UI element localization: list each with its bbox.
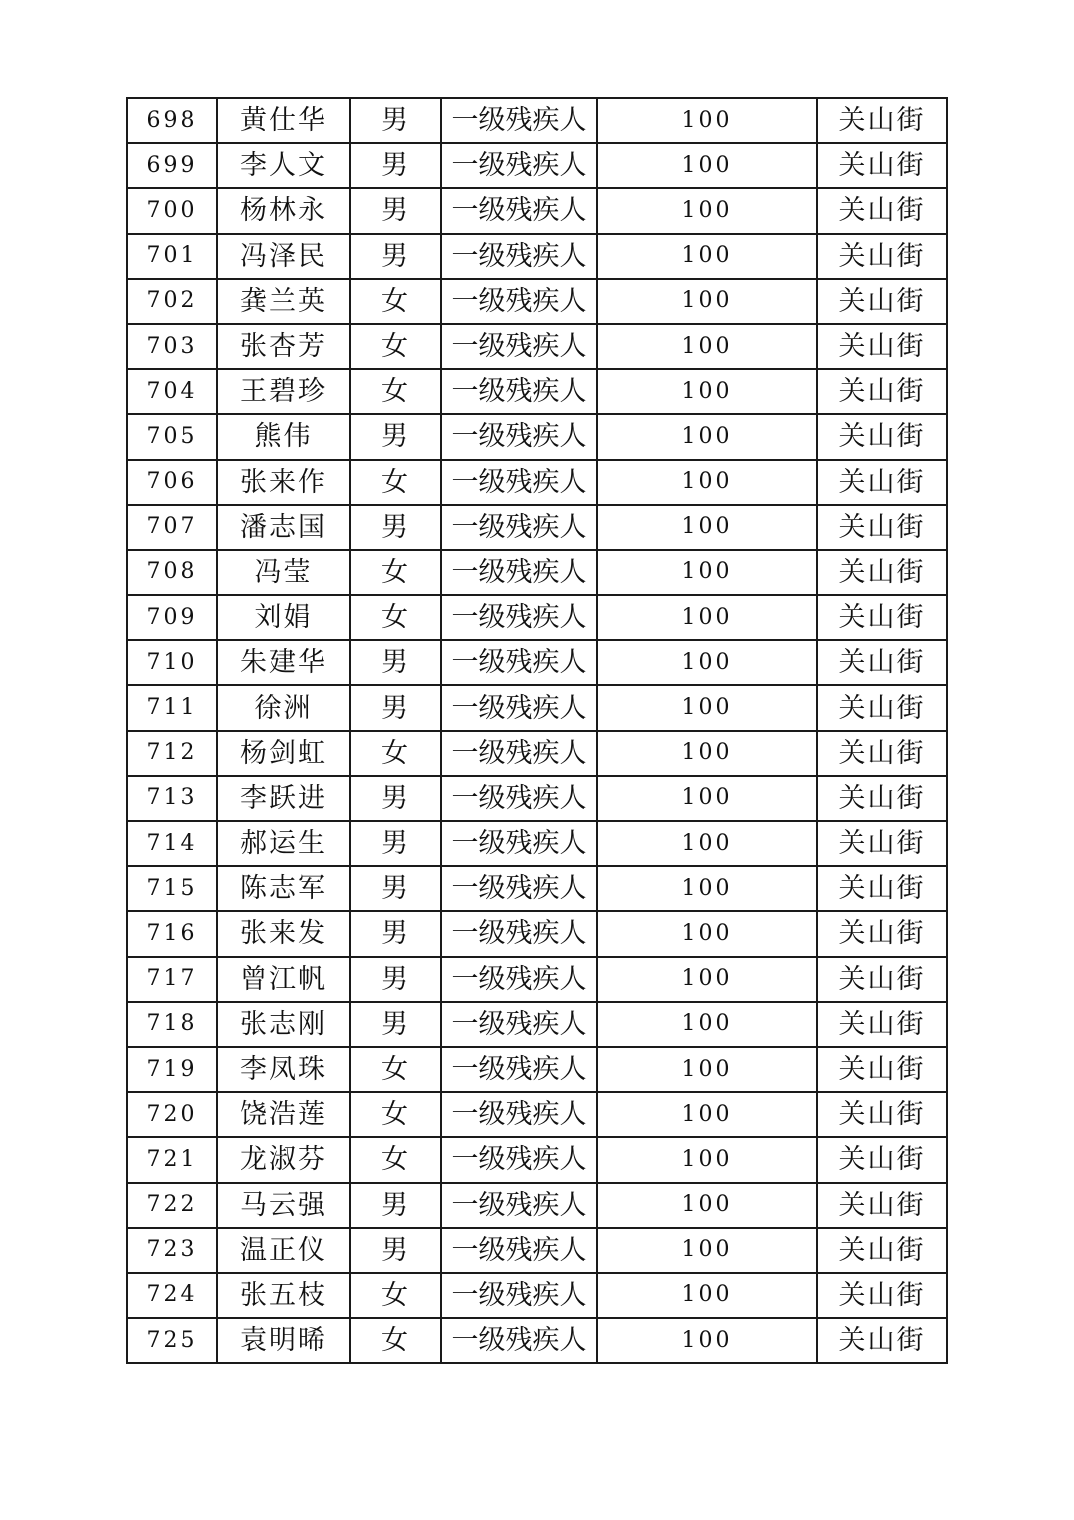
category-cell: 一级残疾人 [441, 143, 597, 188]
name-cell: 李人文 [217, 143, 350, 188]
gender-cell: 男 [350, 188, 441, 233]
row-number-cell: 698 [127, 98, 217, 143]
category-cell: 一级残疾人 [441, 414, 597, 459]
amount-cell: 100 [597, 1273, 817, 1318]
gender-cell: 女 [350, 1047, 441, 1092]
row-number-cell: 724 [127, 1273, 217, 1318]
table-row [127, 369, 947, 414]
row-number-cell: 720 [127, 1092, 217, 1137]
table-row [127, 1183, 947, 1228]
table-row [127, 188, 947, 233]
gender-cell: 男 [350, 505, 441, 550]
category-cell: 一级残疾人 [441, 1228, 597, 1273]
amount-cell: 100 [597, 460, 817, 505]
table-row [127, 685, 947, 730]
amount-cell: 100 [597, 1318, 817, 1363]
table-row [127, 324, 947, 369]
street-cell: 关山街 [817, 1318, 947, 1363]
row-number-cell: 718 [127, 1002, 217, 1047]
amount-cell: 100 [597, 324, 817, 369]
gender-cell: 女 [350, 460, 441, 505]
table-row [127, 1092, 947, 1137]
gender-cell: 女 [350, 731, 441, 776]
name-cell: 李跃进 [217, 776, 350, 821]
street-cell: 关山街 [817, 1273, 947, 1318]
name-cell: 张来作 [217, 460, 350, 505]
table-row [127, 957, 947, 1002]
row-number-cell: 699 [127, 143, 217, 188]
name-cell: 杨剑虹 [217, 731, 350, 776]
street-cell: 关山街 [817, 866, 947, 911]
category-cell: 一级残疾人 [441, 776, 597, 821]
gender-cell: 女 [350, 1273, 441, 1318]
category-cell: 一级残疾人 [441, 731, 597, 776]
name-cell: 朱建华 [217, 640, 350, 685]
row-number-cell: 711 [127, 685, 217, 730]
amount-cell: 100 [597, 911, 817, 956]
category-cell: 一级残疾人 [441, 1092, 597, 1137]
gender-cell: 男 [350, 957, 441, 1002]
table-row [127, 505, 947, 550]
street-cell: 关山街 [817, 776, 947, 821]
table-row [127, 640, 947, 685]
row-number-cell: 709 [127, 595, 217, 640]
street-cell: 关山街 [817, 324, 947, 369]
street-cell: 关山街 [817, 279, 947, 324]
table-row [127, 731, 947, 776]
name-cell: 张杏芳 [217, 324, 350, 369]
table-row [127, 911, 947, 956]
street-cell: 关山街 [817, 640, 947, 685]
gender-cell: 女 [350, 1137, 441, 1182]
street-cell: 关山街 [817, 550, 947, 595]
table-row [127, 460, 947, 505]
name-cell: 龚兰英 [217, 279, 350, 324]
gender-cell: 女 [350, 595, 441, 640]
category-cell: 一级残疾人 [441, 1002, 597, 1047]
name-cell: 袁明晞 [217, 1318, 350, 1363]
amount-cell: 100 [597, 957, 817, 1002]
street-cell: 关山街 [817, 1228, 947, 1273]
name-cell: 李凤珠 [217, 1047, 350, 1092]
row-number-cell: 705 [127, 414, 217, 459]
street-cell: 关山街 [817, 143, 947, 188]
amount-cell: 100 [597, 1137, 817, 1182]
name-cell: 马云强 [217, 1183, 350, 1228]
name-cell: 徐洲 [217, 685, 350, 730]
row-number-cell: 722 [127, 1183, 217, 1228]
category-cell: 一级残疾人 [441, 911, 597, 956]
gender-cell: 女 [350, 324, 441, 369]
table-row [127, 234, 947, 279]
category-cell: 一级残疾人 [441, 685, 597, 730]
table-row [127, 1137, 947, 1182]
amount-cell: 100 [597, 279, 817, 324]
street-cell: 关山街 [817, 1183, 947, 1228]
street-cell: 关山街 [817, 505, 947, 550]
category-cell: 一级残疾人 [441, 279, 597, 324]
amount-cell: 100 [597, 685, 817, 730]
gender-cell: 男 [350, 143, 441, 188]
gender-cell: 女 [350, 550, 441, 595]
amount-cell: 100 [597, 1183, 817, 1228]
name-cell: 熊伟 [217, 414, 350, 459]
amount-cell: 100 [597, 143, 817, 188]
category-cell: 一级残疾人 [441, 505, 597, 550]
category-cell: 一级残疾人 [441, 821, 597, 866]
row-number-cell: 714 [127, 821, 217, 866]
gender-cell: 女 [350, 279, 441, 324]
amount-cell: 100 [597, 595, 817, 640]
name-cell: 龙淑芬 [217, 1137, 350, 1182]
name-cell: 郝运生 [217, 821, 350, 866]
category-cell: 一级残疾人 [441, 1318, 597, 1363]
amount-cell: 100 [597, 640, 817, 685]
gender-cell: 女 [350, 1092, 441, 1137]
street-cell: 关山街 [817, 821, 947, 866]
name-cell: 温正仪 [217, 1228, 350, 1273]
street-cell: 关山街 [817, 1137, 947, 1182]
street-cell: 关山街 [817, 911, 947, 956]
row-number-cell: 725 [127, 1318, 217, 1363]
gender-cell: 女 [350, 369, 441, 414]
name-cell: 张五枝 [217, 1273, 350, 1318]
row-number-cell: 719 [127, 1047, 217, 1092]
name-cell: 潘志国 [217, 505, 350, 550]
amount-cell: 100 [597, 1047, 817, 1092]
gender-cell: 男 [350, 911, 441, 956]
category-cell: 一级残疾人 [441, 866, 597, 911]
table-row [127, 595, 947, 640]
gender-cell: 男 [350, 685, 441, 730]
street-cell: 关山街 [817, 188, 947, 233]
gender-cell: 男 [350, 1228, 441, 1273]
amount-cell: 100 [597, 776, 817, 821]
row-number-cell: 713 [127, 776, 217, 821]
row-number-cell: 706 [127, 460, 217, 505]
amount-cell: 100 [597, 731, 817, 776]
street-cell: 关山街 [817, 460, 947, 505]
gender-cell: 男 [350, 414, 441, 459]
table-row [127, 776, 947, 821]
amount-cell: 100 [597, 505, 817, 550]
roster-table-body [127, 98, 947, 1363]
gender-cell: 男 [350, 821, 441, 866]
gender-cell: 男 [350, 776, 441, 821]
table-row [127, 550, 947, 595]
row-number-cell: 723 [127, 1228, 217, 1273]
table-row [127, 279, 947, 324]
table-row [127, 414, 947, 459]
name-cell: 王碧珍 [217, 369, 350, 414]
row-number-cell: 707 [127, 505, 217, 550]
category-cell: 一级残疾人 [441, 188, 597, 233]
category-cell: 一级残疾人 [441, 640, 597, 685]
amount-cell: 100 [597, 550, 817, 595]
category-cell: 一级残疾人 [441, 369, 597, 414]
amount-cell: 100 [597, 414, 817, 459]
name-cell: 饶浩莲 [217, 1092, 350, 1137]
name-cell: 张志刚 [217, 1002, 350, 1047]
amount-cell: 100 [597, 866, 817, 911]
category-cell: 一级残疾人 [441, 234, 597, 279]
row-number-cell: 712 [127, 731, 217, 776]
name-cell: 杨林永 [217, 188, 350, 233]
row-number-cell: 702 [127, 279, 217, 324]
name-cell: 曾江帆 [217, 957, 350, 1002]
category-cell: 一级残疾人 [441, 460, 597, 505]
table-row [127, 98, 947, 143]
name-cell: 张来发 [217, 911, 350, 956]
amount-cell: 100 [597, 821, 817, 866]
name-cell: 黄仕华 [217, 98, 350, 143]
category-cell: 一级残疾人 [441, 1137, 597, 1182]
gender-cell: 女 [350, 1318, 441, 1363]
category-cell: 一级残疾人 [441, 595, 597, 640]
row-number-cell: 716 [127, 911, 217, 956]
category-cell: 一级残疾人 [441, 324, 597, 369]
table-row [127, 821, 947, 866]
row-number-cell: 717 [127, 957, 217, 1002]
table-row [127, 1318, 947, 1363]
category-cell: 一级残疾人 [441, 1183, 597, 1228]
table-row [127, 1228, 947, 1273]
category-cell: 一级残疾人 [441, 98, 597, 143]
category-cell: 一级残疾人 [441, 550, 597, 595]
street-cell: 关山街 [817, 731, 947, 776]
row-number-cell: 700 [127, 188, 217, 233]
category-cell: 一级残疾人 [441, 1047, 597, 1092]
row-number-cell: 710 [127, 640, 217, 685]
street-cell: 关山街 [817, 595, 947, 640]
roster-table [126, 97, 948, 1364]
row-number-cell: 708 [127, 550, 217, 595]
row-number-cell: 704 [127, 369, 217, 414]
gender-cell: 男 [350, 866, 441, 911]
amount-cell: 100 [597, 369, 817, 414]
street-cell: 关山街 [817, 98, 947, 143]
category-cell: 一级残疾人 [441, 957, 597, 1002]
amount-cell: 100 [597, 188, 817, 233]
table-row [127, 1273, 947, 1318]
gender-cell: 男 [350, 98, 441, 143]
name-cell: 冯泽民 [217, 234, 350, 279]
name-cell: 刘娟 [217, 595, 350, 640]
table-row [127, 143, 947, 188]
amount-cell: 100 [597, 1002, 817, 1047]
street-cell: 关山街 [817, 369, 947, 414]
gender-cell: 男 [350, 1183, 441, 1228]
gender-cell: 男 [350, 640, 441, 685]
row-number-cell: 701 [127, 234, 217, 279]
amount-cell: 100 [597, 1092, 817, 1137]
name-cell: 冯莹 [217, 550, 350, 595]
table-row [127, 1047, 947, 1092]
table-row [127, 866, 947, 911]
street-cell: 关山街 [817, 414, 947, 459]
name-cell: 陈志军 [217, 866, 350, 911]
street-cell: 关山街 [817, 1047, 947, 1092]
gender-cell: 男 [350, 1002, 441, 1047]
row-number-cell: 715 [127, 866, 217, 911]
row-number-cell: 721 [127, 1137, 217, 1182]
street-cell: 关山街 [817, 957, 947, 1002]
amount-cell: 100 [597, 234, 817, 279]
amount-cell: 100 [597, 1228, 817, 1273]
row-number-cell: 703 [127, 324, 217, 369]
table-row [127, 1002, 947, 1047]
street-cell: 关山街 [817, 685, 947, 730]
category-cell: 一级残疾人 [441, 1273, 597, 1318]
street-cell: 关山街 [817, 234, 947, 279]
street-cell: 关山街 [817, 1092, 947, 1137]
street-cell: 关山街 [817, 1002, 947, 1047]
amount-cell: 100 [597, 98, 817, 143]
gender-cell: 男 [350, 234, 441, 279]
